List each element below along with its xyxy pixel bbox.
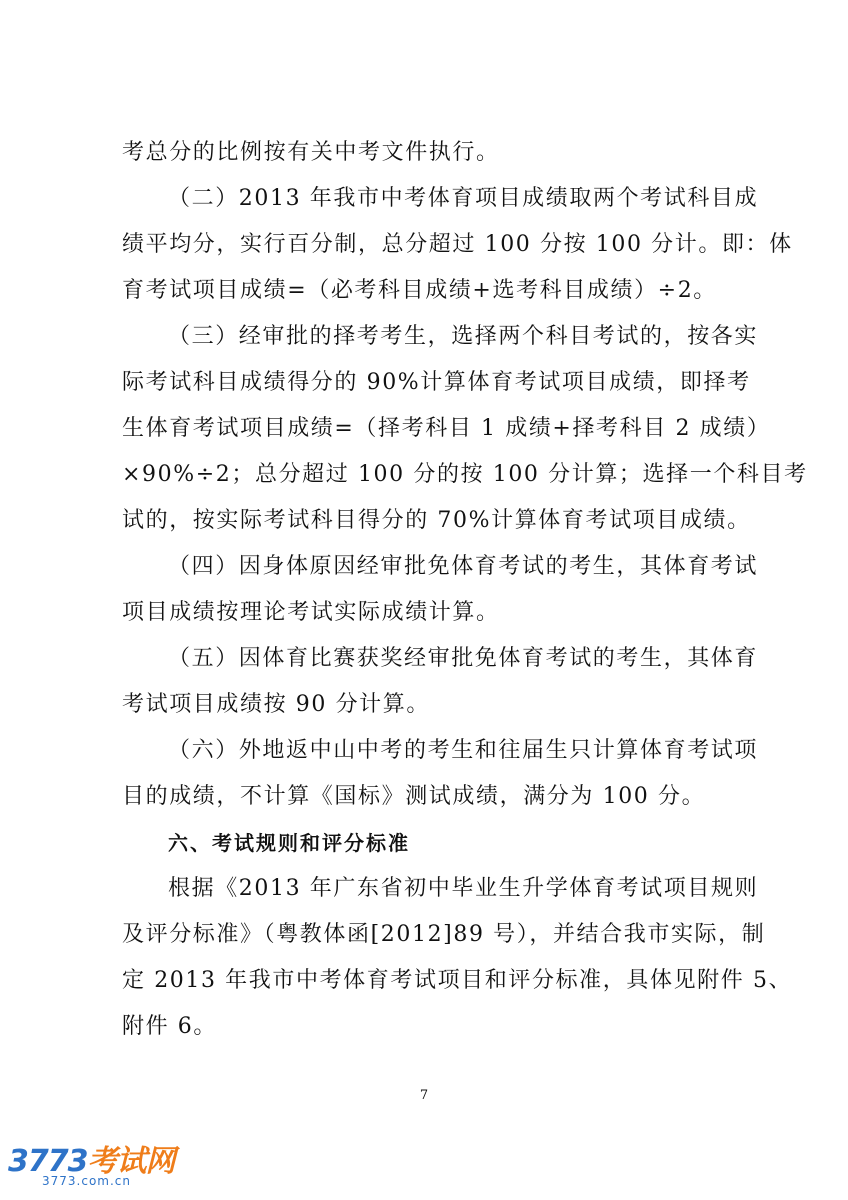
text-line: 定 2013 年我市中考体育考试项目和评分标准，具体见附件 5、 (122, 968, 793, 993)
site-watermark-logo (8, 1136, 178, 1192)
text-line: 际考试科目成绩得分的 90%计算体育考试项目成绩，即择考 (122, 370, 751, 395)
text-line: （二）2013 年我市中考体育项目成绩取两个考试科目成 (168, 186, 759, 211)
text-line: 考试项目成绩按 90 分计算。 (122, 692, 430, 717)
paragraph-7 (122, 866, 793, 1050)
text-line: 考总分的比例按有关中考文件执行。 (122, 140, 500, 165)
text-line: （五）因体育比赛获奖经审批免体育考试的考生，其体育 (168, 646, 759, 671)
section-title: 六、考试规则和评分标准 (168, 831, 410, 855)
text-line: （三）经审批的择考考生，选择两个科目考试的，按各实 (168, 324, 759, 349)
paragraph-6 (122, 728, 759, 820)
text-line: 生体育考试项目成绩=（择考科目 1 成绩+择考科目 2 成绩） (122, 416, 771, 441)
text-line: 育考试项目成绩=（必考科目成绩+选考科目成绩）÷2。 (122, 278, 717, 303)
paragraph-2 (122, 176, 793, 314)
text-line: （六）外地返中山中考的考生和往届生只计算体育考试项 (168, 738, 759, 763)
text-line: ×90%÷2；总分超过 100 分的按 100 分计算；选择一个科目考 (122, 462, 808, 487)
logo-text: 考试网 (87, 1144, 175, 1179)
text-line: 目的成绩，不计算《国标》测试成绩，满分为 100 分。 (122, 784, 706, 809)
paragraph-3 (122, 314, 808, 544)
text-line: （四）因身体原因经审批免体育考试的考生，其体育考试 (168, 554, 759, 579)
text-line: 试的，按实际考试科目得分的 70%计算体育考试项目成绩。 (122, 508, 751, 533)
paragraph-0 (122, 130, 732, 176)
text-line: 绩平均分，实行百分制，总分超过 100 分按 100 分计。即：体 (122, 232, 793, 257)
section-heading (122, 820, 732, 866)
logo-url: 3773.com.cn (42, 1174, 131, 1188)
text-line: 项目成绩按理论考试实际成绩计算。 (122, 600, 500, 625)
page-number: 7 (419, 1088, 429, 1103)
text-line: 根据《2013 年广东省初中毕业生升学体育考试项目规则 (168, 876, 759, 901)
paragraph-4 (122, 544, 759, 636)
paragraph-5 (122, 636, 759, 728)
text-line: 及评分标准》（粤教体函[2012]89 号），并结合我市实际，制 (122, 922, 766, 947)
logo-digits: 3773 (8, 1144, 88, 1179)
text-line: 附件 6。 (122, 1014, 217, 1039)
